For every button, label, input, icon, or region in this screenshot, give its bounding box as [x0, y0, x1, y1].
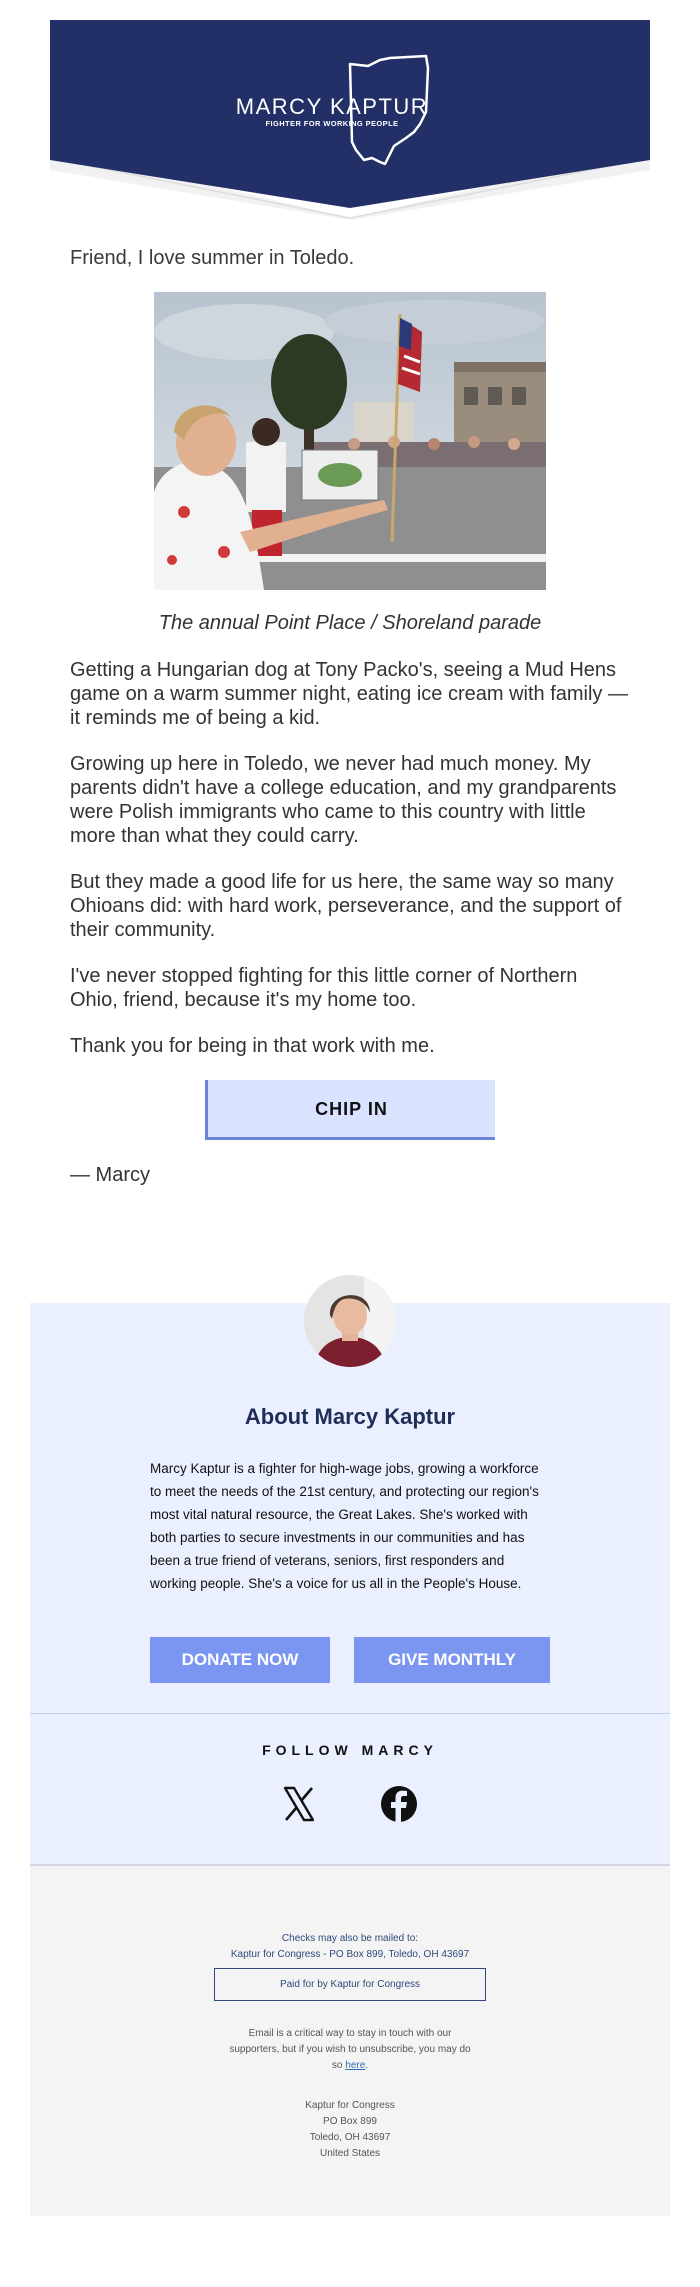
greeting: Friend, I love summer in Toledo. — [70, 247, 355, 269]
body-paragraph: I've never stopped fighting for this little corner of Northern Ohio, friend, because it's my home too. — [70, 965, 578, 1011]
email-note-suffix: . — [365, 2060, 369, 2071]
x-link[interactable] — [279, 1784, 319, 1824]
follow-title: FOLLOW MARCY — [262, 1742, 438, 1758]
email-body — [70, 244, 630, 1188]
signoff: — Marcy — [70, 1164, 150, 1186]
body-paragraph: Growing up here in Toledo, we never had much money. My parents didn't have a college education, and my grandparents were Polish immigrants who came to this country with little more than what they could carry. — [70, 753, 617, 847]
body-paragraph: Thank you for being in that work with me. — [70, 1035, 435, 1057]
body-paragraph: But they made a good life for us here, the same way so many Ohioans did: with hard work, perseverance, and the support of their community. — [70, 871, 622, 941]
address-line: PO Box 899 — [323, 2116, 377, 2127]
facebook-icon — [379, 1784, 419, 1824]
unsubscribe-link[interactable]: here — [345, 2060, 366, 2071]
give-monthly-button[interactable]: GIVE MONTHLY — [354, 1637, 550, 1683]
about-text: Marcy Kaptur is a fighter for high-wage jobs, growing a workforce to meet the needs of the 21st century, and protecting our region's most vital natural resource, the Great Lakes. She's worked with both parties to secure investments in our communities and has been a true friend of veterans, seniors, first responders and working people. She's a voice for us all in the People's House. — [150, 1461, 539, 1591]
email-note-line — [30, 2058, 670, 2074]
donate-now-button[interactable]: DONATE NOW — [150, 1637, 330, 1683]
header-banner — [50, 20, 650, 220]
email-note-prefix: so — [331, 2060, 346, 2071]
avatar — [304, 1275, 396, 1367]
checks-address: Kaptur for Congress - PO Box 899, Toledo, OH 43697 — [230, 1949, 470, 1960]
follow-section — [30, 1713, 670, 1867]
photo-caption: The annual Point Place / Shoreland parade — [158, 612, 542, 634]
address-line: Kaptur for Congress — [305, 2100, 395, 2111]
x-icon — [279, 1784, 319, 1824]
email-note-line: Email is a critical way to stay in touch with our — [248, 2028, 452, 2039]
parade-photo — [154, 292, 546, 590]
brand-name: MARCY KAPTUR — [235, 94, 429, 119]
footer — [30, 1866, 670, 2216]
paid-for-disclaimer: Paid for by Kaptur for Congress — [214, 1968, 486, 2001]
brand-tagline: FIGHTER FOR WORKING PEOPLE — [265, 119, 399, 128]
cta-container — [70, 1080, 630, 1140]
email-note-line: supporters, but if you wish to unsubscribe, you may do — [229, 2044, 471, 2055]
body-paragraph: Getting a Hungarian dog at Tony Packo's, seeing a Mud Hens game on a warm summer night, eating ice cream with family — it reminds me of being a kid. — [70, 659, 628, 729]
address-line: United States — [319, 2148, 381, 2159]
chip-in-button[interactable]: CHIP IN — [205, 1080, 495, 1140]
address-line: Toledo, OH 43697 — [309, 2132, 391, 2143]
about-title: About Marcy Kaptur — [244, 1404, 456, 1429]
facebook-link[interactable] — [379, 1784, 419, 1824]
checks-label: Checks may also be mailed to: — [281, 1933, 419, 1944]
